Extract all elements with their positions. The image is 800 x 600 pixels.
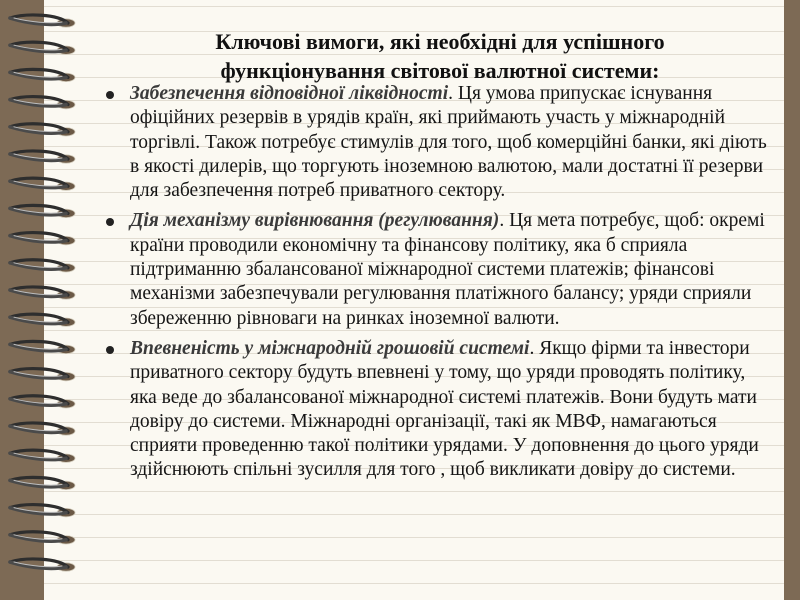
bullet-item-liquidity [100,82,772,203]
bullet-text: . Ця умова припускає існування офіційних резервів в урядів країн, які приймають участь у міжнародній торгівлі. Також потребує стимулів для того, щоб комерційні банки, які діють в якості дилерів, що торгують іноземною валютою, мали достатні її резерви для забезпечення потреб приватного сектору. [130,83,767,202]
bullet-item-confidence [100,337,772,483]
spiral-ring-icon [10,15,75,27]
spiral-ring-icon [10,178,75,190]
bullet-item-adjustment [100,209,772,330]
spiral-ring-icon [10,369,75,381]
bullet-dot-icon [106,91,114,99]
bullet-dot-icon [106,218,114,226]
spiral-ring-icon [10,450,75,462]
bullet-text: . Ця мета потребує, щоб: окремі країни проводили економічну та фінансову політику, яка б сприяла підтриманню збалансованої міжнародної системи платежів; фінансові механізми забезпечували регулювання платіжного балансу; уряди сприяли збереженню рівноваги на ринках іноземної валюти. [130,210,765,329]
slide-title [100,27,780,85]
title-line-1: Ключові вимоги, які необхідні для успішного [215,29,665,54]
spiral-ring-icon [10,341,75,353]
spiral-ring-icon [10,233,75,245]
spiral-ring-icon [10,396,75,408]
spiral-ring-icon [10,205,75,217]
spiral-ring-icon [10,69,75,81]
spiral-ring-icon [10,477,75,489]
bullet-lead: Впевненість у міжнародній грошовій системі [130,337,530,359]
spiral-ring-icon [10,314,75,326]
spiral-ring-icon [10,559,75,571]
spiral-ring-icon [10,97,75,109]
spiral-ring-icon [10,287,75,299]
spiral-binding-icon [0,0,90,600]
spiral-ring-icon [10,505,75,517]
spiral-ring-icon [10,532,75,544]
spiral-ring-icon [10,260,75,272]
bullet-list [100,82,772,489]
bullet-lead: Забезпечення відповідної ліквідності [130,83,449,104]
bullet-dot-icon [106,346,114,354]
spiral-ring-icon [10,151,75,163]
bullet-text: . Якщо фірми та інвестори приватного сектору будуть впевнені у тому, що уряди проводять політику, яка веде до збалансованої міжнародної системі платежів. Вони будуть мати довіру до системи. Міжнародні організації, такі як МВФ, намагаються сприяти проведенню такої політики урядами. У доповнення до цього уряди здійснюють спільні зусилля для того , щоб викликати довіру до системи. [130,337,759,481]
title-line-2: функціонування світової валютної системи: [220,58,660,83]
bullet-lead: Дія механізму вирівнювання (регулювання) [130,210,500,232]
spiral-ring-icon [10,42,75,54]
spiral-ring-icon [10,423,75,435]
spiral-ring-icon [10,124,75,136]
